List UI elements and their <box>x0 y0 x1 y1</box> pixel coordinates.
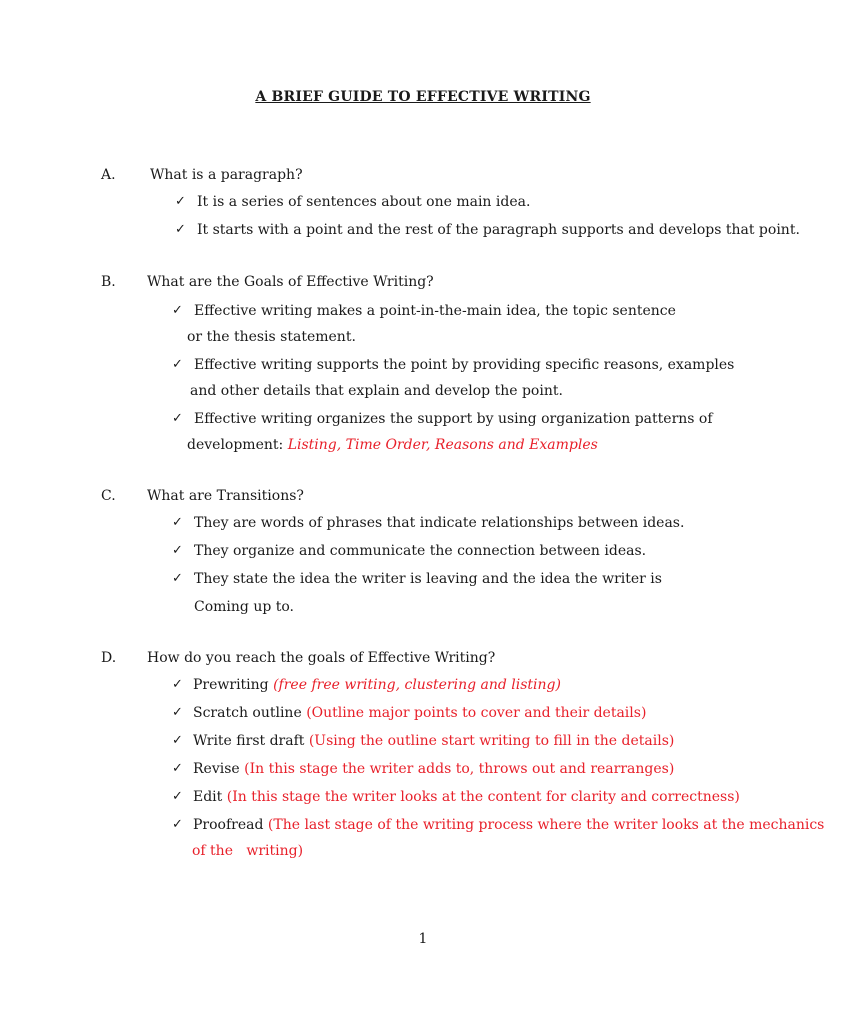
list-item <box>0 700 768 726</box>
bullet-text: It starts with a point and the rest of the paragraph supports and develops that point. <box>197 222 800 238</box>
section-d <box>0 650 825 859</box>
checkmark-icon: ✓ <box>172 411 183 426</box>
bullet-text <box>193 784 740 810</box>
section-c <box>0 488 768 615</box>
section-question: What are the Goals of Effective Writing? <box>147 274 434 290</box>
bullet-continuation: or the thesis statement. <box>187 329 356 345</box>
step-description: (In this stage the writer adds to, throws out and rearranges) <box>244 761 675 777</box>
section-c-heading <box>0 488 768 508</box>
list-item <box>0 510 768 536</box>
bullet-text <box>193 728 674 754</box>
step-name: Scratch outline <box>193 705 307 721</box>
checkmark-icon: ✓ <box>172 789 183 804</box>
list-item <box>0 812 825 859</box>
section-letter: C. <box>101 488 116 504</box>
bullet-continuation: Coming up to. <box>194 599 295 615</box>
checkmark-icon: ✓ <box>172 817 183 832</box>
bullet-text: Effective writing supports the point by providing specific reasons, examples <box>194 357 735 373</box>
bullet-text <box>193 700 646 726</box>
step-name: Proofread <box>193 817 268 833</box>
step-name: Prewriting <box>193 677 274 693</box>
section-question: How do you reach the goals of Effective Writing? <box>147 650 496 666</box>
list-item <box>0 728 768 754</box>
bullet-text: Effective writing makes a point-in-the-main idea, the topic sentence <box>194 303 676 319</box>
checkmark-icon: ✓ <box>172 357 183 372</box>
section-question: What are Transitions? <box>147 488 304 504</box>
section-a <box>0 167 800 238</box>
list-item <box>0 566 768 615</box>
checkmark-icon: ✓ <box>172 543 183 558</box>
checkmark-icon: ✓ <box>172 515 183 530</box>
step-description: (The last stage of the writing process where the writer looks at the mechanics <box>267 817 825 833</box>
step-name: Edit <box>193 789 227 805</box>
checkmark-icon: ✓ <box>172 677 183 692</box>
step-description: (Using the outline start writing to fill in the details) <box>308 733 675 749</box>
section-letter: A. <box>101 167 116 183</box>
bullet-continuation <box>187 432 598 458</box>
checkmark-icon: ✓ <box>172 705 183 720</box>
section-b-heading <box>0 274 768 294</box>
section-letter: D. <box>101 650 117 666</box>
list-item <box>0 672 768 698</box>
section-letter: B. <box>101 274 116 290</box>
bullet-continuation: and other details that explain and develop the point. <box>190 383 563 399</box>
bullet-text: They are words of phrases that indicate relationships between ideas. <box>194 515 685 531</box>
list-item <box>0 406 768 453</box>
bullet-text <box>193 672 561 698</box>
list-item <box>0 217 800 243</box>
continuation-label: development: <box>187 437 288 453</box>
checkmark-icon: ✓ <box>172 571 183 586</box>
bullet-text: Effective writing organizes the support by using organization patterns of <box>194 411 713 427</box>
bullet-text: It is a series of sentences about one main idea. <box>197 194 531 210</box>
bullet-text <box>193 756 674 782</box>
step-description: (In this stage the writer looks at the content for clarity and correctness) <box>226 789 740 805</box>
page-title: A BRIEF GUIDE TO EFFECTIVE WRITING <box>255 89 591 105</box>
checkmark-icon: ✓ <box>175 194 186 209</box>
step-name: Write first draft <box>193 733 309 749</box>
page-number: 1 <box>418 931 428 947</box>
list-item <box>0 784 768 810</box>
section-a-heading <box>0 167 768 187</box>
bullet-continuation: of the writing) <box>192 843 304 859</box>
section-d-heading <box>0 650 768 670</box>
highlighted-patterns: Listing, Time Order, Reasons and Examples <box>287 437 598 453</box>
list-item <box>0 298 768 345</box>
bullet-text <box>193 812 824 838</box>
step-name: Revise <box>193 761 245 777</box>
bullet-text: They organize and communicate the connection between ideas. <box>194 543 647 559</box>
bullet-text: They state the idea the writer is leaving and the idea the writer is <box>194 571 662 587</box>
checkmark-icon: ✓ <box>175 222 186 237</box>
step-description: (Outline major points to cover and their details) <box>306 705 647 721</box>
section-b <box>0 274 768 453</box>
list-item <box>0 189 768 215</box>
list-item <box>0 352 768 399</box>
checkmark-icon: ✓ <box>172 761 183 776</box>
list-item <box>0 756 768 782</box>
checkmark-icon: ✓ <box>172 733 183 748</box>
list-item <box>0 538 768 564</box>
checkmark-icon: ✓ <box>172 303 183 318</box>
step-description: (free free writing, clustering and listing) <box>273 677 561 693</box>
section-question: What is a paragraph? <box>150 167 303 183</box>
